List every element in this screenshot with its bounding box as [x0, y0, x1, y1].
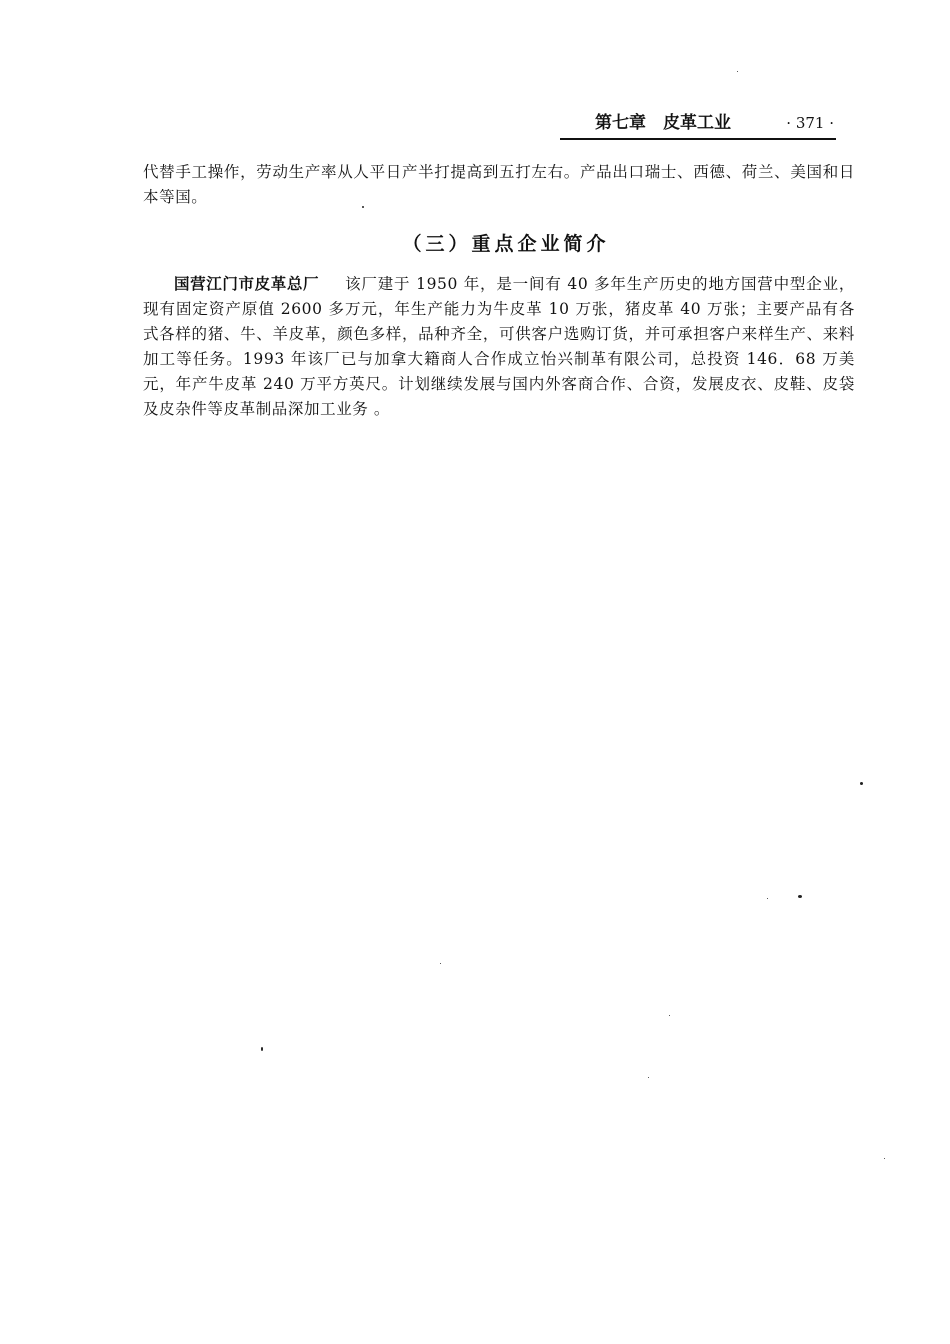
continued-paragraph: 代替手工操作，劳动生产率从人平日产半打提高到五打左右。产品出口瑞士、西德、荷兰、美国和日本等国。 — [143, 163, 855, 206]
section-heading: （三）重点企业简介 — [402, 233, 610, 255]
company-paragraph — [143, 272, 855, 422]
scan-speck — [884, 1158, 885, 1159]
scan-speck — [362, 206, 364, 208]
scan-speck — [440, 963, 441, 964]
scan-speck — [261, 1047, 263, 1051]
company-description: 该厂建于 1950 年，是一间有 40 多年生产历史的地方国营中型企业，现有固定资产原值 2600 多万元，年生产能力为牛皮革 10 万张，猪皮革 40 万张；主要产品有各式各样的猪、牛、羊皮革，颜色多样，品种齐全，可供客户选购订货，并可承担客户来样生产、来料加工等任务。1993 年该厂已与加拿大籍商人合作成立怡兴制革有限公司，总投资 146．68 万美元，年产牛皮革 240 万平方英尺。计划继续发展与国内外客商合作、合资，发展皮衣、皮鞋、皮袋及皮杂件等皮革制品深加工业务 。 — [143, 275, 855, 418]
page-number: · 371 · — [786, 114, 834, 132]
company-name: 国营江门市皮革总厂 — [174, 275, 320, 293]
running-header — [560, 112, 836, 140]
scan-speck — [798, 895, 802, 898]
scan-speck — [648, 1077, 649, 1078]
scan-speck — [737, 71, 738, 72]
scan-speck — [860, 782, 863, 785]
scan-speck — [669, 1015, 670, 1016]
scan-speck — [767, 898, 768, 899]
chapter-title: 第七章 皮革工业 — [595, 113, 731, 133]
